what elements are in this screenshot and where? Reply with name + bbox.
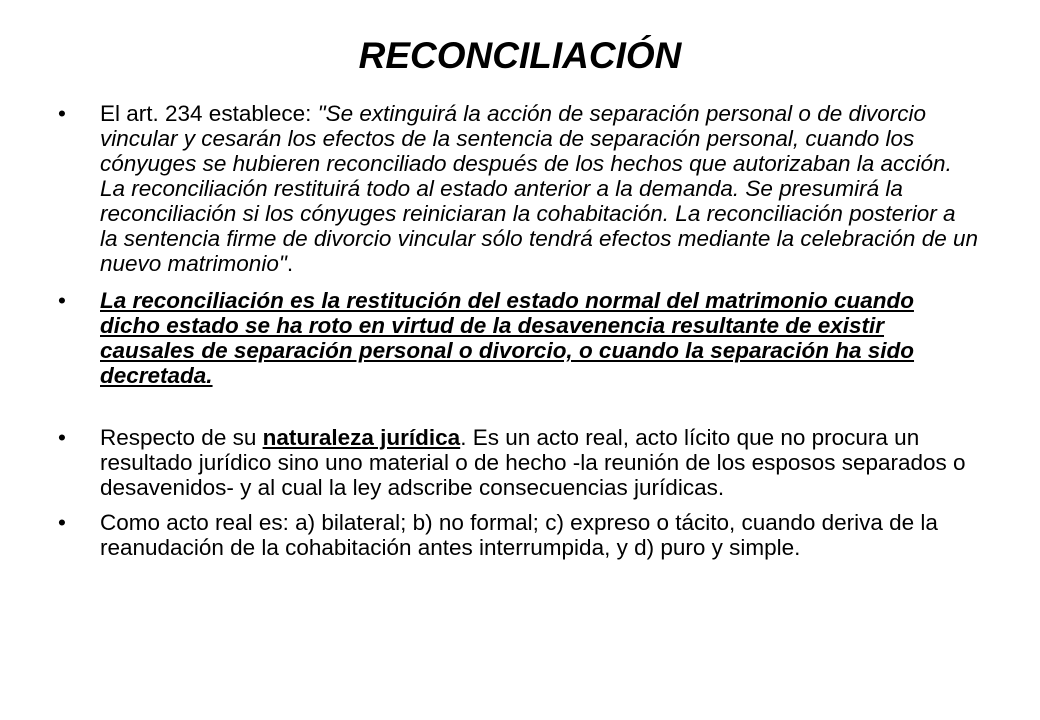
bullet-lead-text: Respecto de su [100,425,263,450]
slide-title: RECONCILIACIÓN [358,35,682,76]
legal-nature-emphasis: naturaleza jurídica [262,425,461,450]
bullet-marker: • [58,288,66,313]
bullet-marker: • [58,425,66,450]
bullet-marker: • [58,510,66,535]
bullet-legal-nature [58,425,978,500]
bullet-definition [58,288,978,388]
bullet-tail-text: . Es un acto real, acto lícito que no procura un resultado jurídico sino uno material o de hecho -la reunión de los esposos separados o desavenidos- y al cual la ley adscribe consecuencias jurídicas. [100,425,966,500]
definition-text: La reconciliación es la restitución del estado normal del matrimonio cuando dicho estado se ha roto en virtud de la desavenencia resultante de existir causales de separación personal o divorcio, o cuando la separación ha sido decretada. [100,288,915,388]
bullet-real-act [58,510,978,560]
bullet-tail-text: . [286,251,294,276]
article-quote: "Se extinguirá la acción de separación personal o de divorcio vincular y cesarán los efectos de la sentencia de separación personal, cuando los cónyuges se hubieren reconciliado después de los hechos que autorizaban la acción. La reconciliación restituirá todo al estado anterior a la demanda. Se presumirá la reconciliación si los cónyuges reiniciaran la cohabitación. La reconciliación posterior a la sentencia firme de divorcio vincular sólo tendrá efectos mediante la celebración de un nuevo matrimonio" [100,101,978,276]
bullet-lead-text: El art. 234 establece: [100,101,318,126]
bullet-list [58,101,978,560]
real-act-text: Como acto real es: a) bilateral; b) no formal; c) expreso o tácito, cuando deriva de la reanudación de la cohabitación antes interrumpida, y d) puro y simple. [100,510,938,560]
bullet-marker: • [58,101,66,126]
bullet-article-234 [58,101,978,276]
